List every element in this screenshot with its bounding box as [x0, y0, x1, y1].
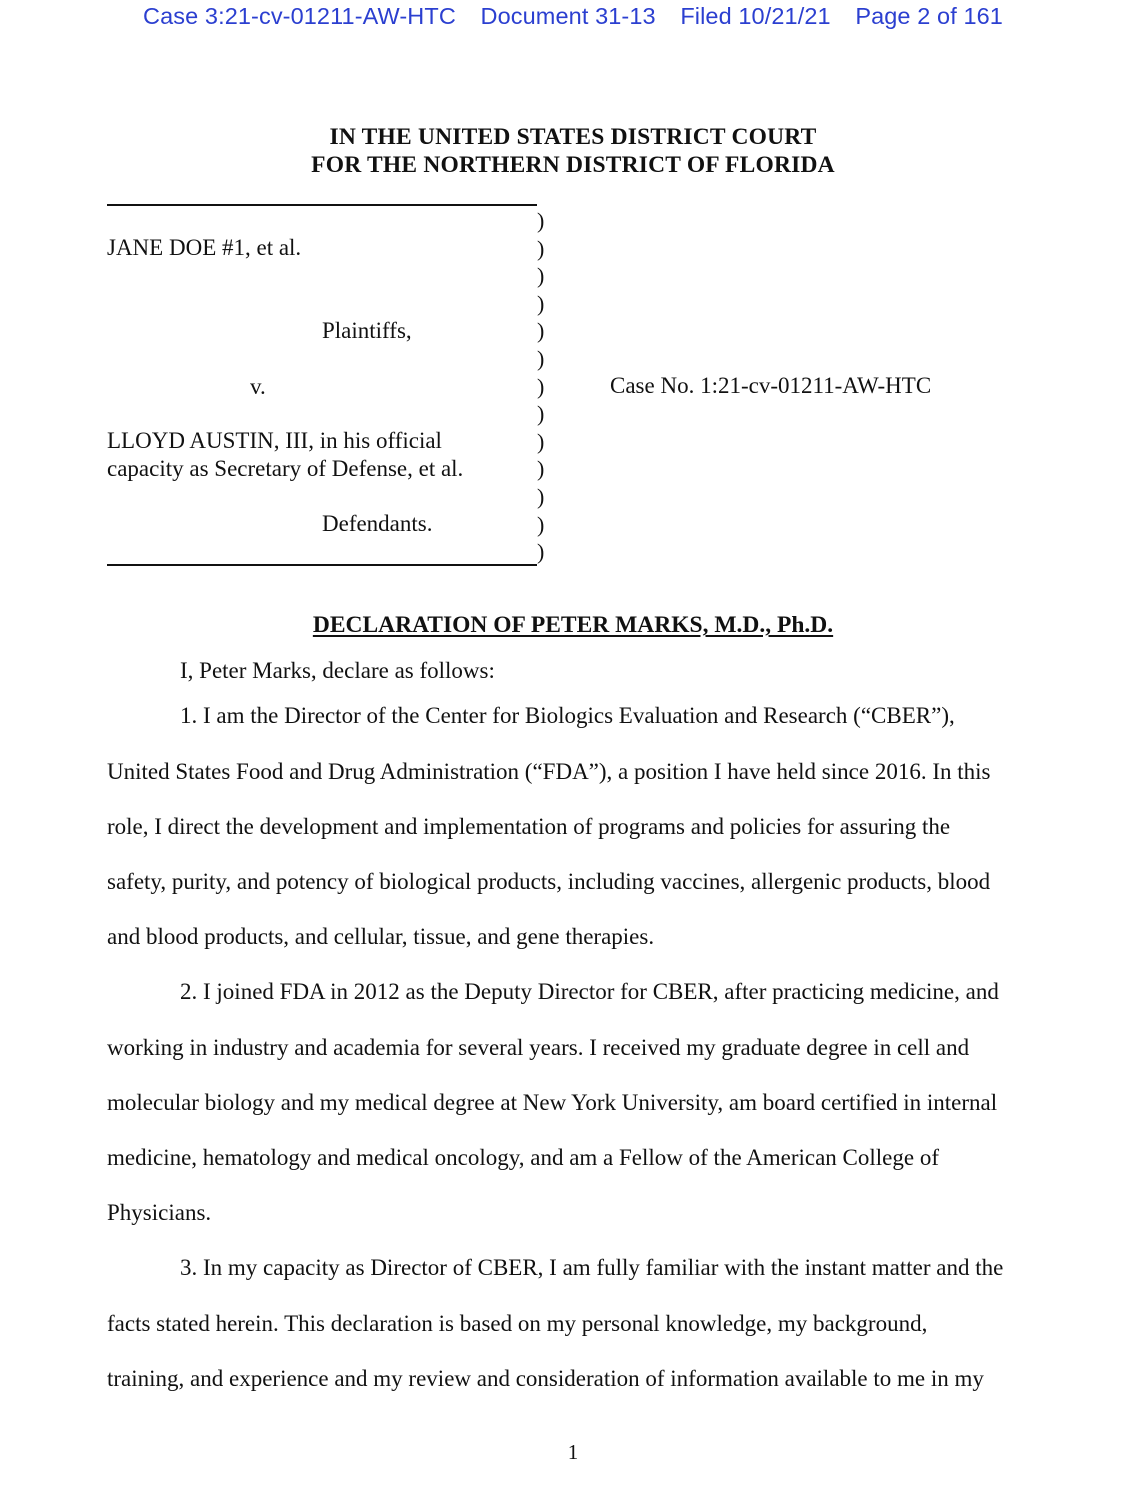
caption-parenthesis-column — [537, 207, 551, 566]
body-line: safety, purity, and potency of biological products, including vaccines, allergenic products, blood — [107, 869, 991, 894]
caption-paren: ) — [537, 235, 545, 261]
court-name-line-1: IN THE UNITED STATES DISTRICT COURT — [329, 124, 817, 150]
stamp-document-number: Document 31-13 — [480, 3, 656, 29]
caption-paren: ) — [537, 345, 545, 371]
caption-paren: ) — [537, 318, 545, 344]
caption-versus: v. — [250, 374, 266, 399]
stamp-filed-date: Filed 10/21/21 — [680, 3, 831, 29]
caption-paren: ) — [537, 428, 545, 454]
caption-paren: ) — [537, 456, 545, 482]
caption-paren: ) — [537, 511, 545, 537]
caption-plaintiffs-label: Plaintiffs, — [322, 318, 412, 343]
body-line: 2. I joined FDA in 2012 as the Deputy Director for CBER, after practicing medicine, and — [180, 979, 999, 1004]
body-line: role, I direct the development and implementation of programs and policies for assuring the — [107, 814, 951, 839]
body-line: working in industry and academia for several years. I received my graduate degree in cell and — [107, 1035, 970, 1060]
caption-paren: ) — [537, 539, 545, 565]
page-number: 1 — [567, 1440, 579, 1464]
body-line: I, Peter Marks, declare as follows: — [180, 658, 495, 683]
caption-paren: ) — [537, 401, 545, 427]
stamp-case-number: Case 3:21-cv-01211-AW-HTC — [143, 3, 456, 29]
stamp-page-count: Page 2 of 161 — [855, 3, 1003, 29]
caption-defendant-line-2: capacity as Secretary of Defense, et al. — [107, 456, 464, 481]
caption-plaintiff: JANE DOE #1, et al. — [107, 235, 302, 260]
caption-top-rule — [107, 204, 537, 206]
caption-defendant-line-1: LLOYD AUSTIN, III, in his official — [107, 428, 442, 453]
caption-bottom-rule — [107, 564, 537, 566]
caption-paren: ) — [537, 290, 545, 316]
body-line: medicine, hematology and medical oncology, and am a Fellow of the American College of — [107, 1145, 940, 1170]
court-name-line-2: FOR THE NORTHERN DISTRICT OF FLORIDA — [311, 152, 835, 178]
body-line: training, and experience and my review and consideration of information available to me in my — [107, 1366, 984, 1391]
caption-paren: ) — [537, 483, 545, 509]
body-line: Physicians. — [107, 1200, 212, 1225]
declaration-title: DECLARATION OF PETER MARKS, M.D., Ph.D. — [312, 612, 834, 638]
body-line: and blood products, and cellular, tissue, and gene therapies. — [107, 924, 655, 949]
case-number: Case No. 1:21-cv-01211-AW-HTC — [610, 373, 932, 398]
body-line: 1. I am the Director of the Center for Biologics Evaluation and Research (“CBER”), — [180, 703, 955, 728]
caption-paren: ) — [537, 263, 545, 289]
body-line: molecular biology and my medical degree at New York University, am board certified in internal — [107, 1090, 998, 1115]
caption-paren: ) — [537, 208, 545, 233]
body-line: 3. In my capacity as Director of CBER, I am fully familiar with the instant matter and the — [180, 1255, 1004, 1280]
body-line: facts stated herein. This declaration is based on my personal knowledge, my background, — [107, 1311, 928, 1336]
caption-paren: ) — [537, 373, 545, 399]
body-line: United States Food and Drug Administration (“FDA”), a position I have held since 2016. In this — [107, 759, 991, 784]
ecf-header-stamp — [0, 3, 1146, 30]
caption-defendants-label: Defendants. — [322, 511, 433, 536]
